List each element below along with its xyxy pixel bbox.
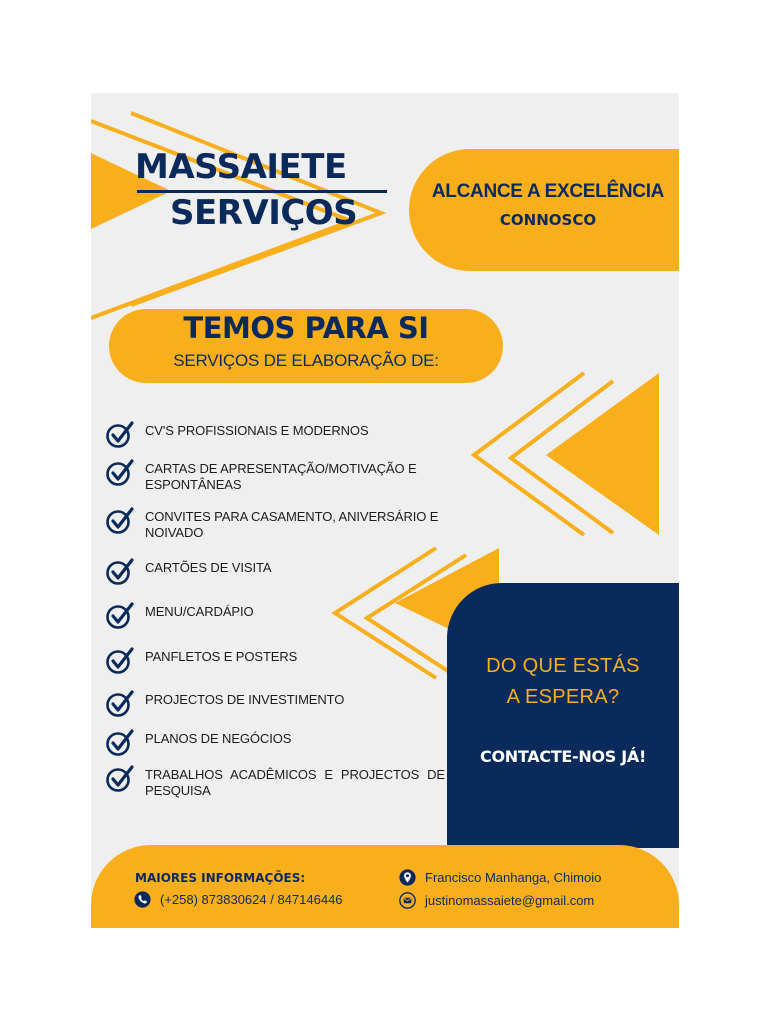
footer: [91, 845, 679, 928]
headline-sub: CONNOSCO: [499, 211, 597, 229]
check-circle-icon: [105, 556, 137, 588]
intro-banner: [109, 309, 503, 383]
service-label: PROJECTOS DE INVESTIMENTO: [145, 692, 345, 707]
phone-icon: [134, 891, 151, 908]
service-label: CARTÕES DE VISITA: [145, 560, 272, 575]
email-icon: [399, 892, 416, 909]
location-text: Francisco Manhanga, Chimoio: [425, 870, 602, 885]
service-label: CARTAS DE APRESENTAÇÃO/MOTIVAÇÃO E ESPONTÂNEAS: [145, 461, 417, 492]
phone-row: [134, 891, 343, 908]
contact-cta: CONTACTE-NOS JÁ!: [480, 747, 646, 766]
location-pin-icon: [399, 869, 416, 886]
email-row: [399, 892, 594, 909]
service-label: TRABALHOS ACADÊMICOS E PROJECTOS DE PESQUISA: [145, 767, 445, 798]
cta-question-line2: A ESPERA?: [506, 686, 620, 708]
info-title: MAIORES INFORMAÇÕES:: [135, 871, 306, 885]
flyer: [91, 93, 679, 928]
cta-box: [447, 583, 679, 848]
intro-subtitle: SERVIÇOS DE ELABORAÇÃO DE:: [173, 351, 439, 370]
check-circle-icon: [105, 600, 137, 632]
check-circle-icon: [105, 457, 137, 489]
check-circle-icon: [105, 505, 137, 537]
brand-subtitle: SERVIÇOS: [170, 193, 358, 233]
service-label: PANFLETOS E POSTERS: [145, 649, 298, 664]
email-address[interactable]: justinomassaiete@gmail.com: [425, 893, 595, 908]
check-circle-icon: [105, 688, 137, 720]
headline-main: ALCANCE A EXCELÊNCIA: [431, 181, 665, 202]
phone-number[interactable]: (+258) 873830624 / 847146446: [160, 892, 343, 907]
check-circle-icon: [105, 645, 137, 677]
brand-name: MASSAIETE: [135, 147, 347, 187]
service-label: MENU/CARDÁPIO: [145, 604, 254, 619]
check-circle-icon: [105, 763, 137, 795]
intro-title: TEMOS PARA SI: [183, 311, 429, 345]
location-row: [399, 869, 601, 886]
service-label: CONVITES PARA CASAMENTO, ANIVERSÁRIO E NOIVADO: [145, 509, 439, 540]
triangle-filled-right: [546, 373, 659, 535]
check-circle-icon: [105, 419, 137, 451]
cta-question-line1: DO QUE ESTÁS: [486, 655, 640, 677]
headline-banner: [409, 149, 679, 271]
check-circle-icon: [105, 727, 137, 759]
service-label: PLANOS DE NEGÓCIOS: [145, 731, 292, 746]
service-label: CV'S PROFISSIONAIS E MODERNOS: [145, 423, 369, 438]
brand-logo: [135, 147, 395, 233]
